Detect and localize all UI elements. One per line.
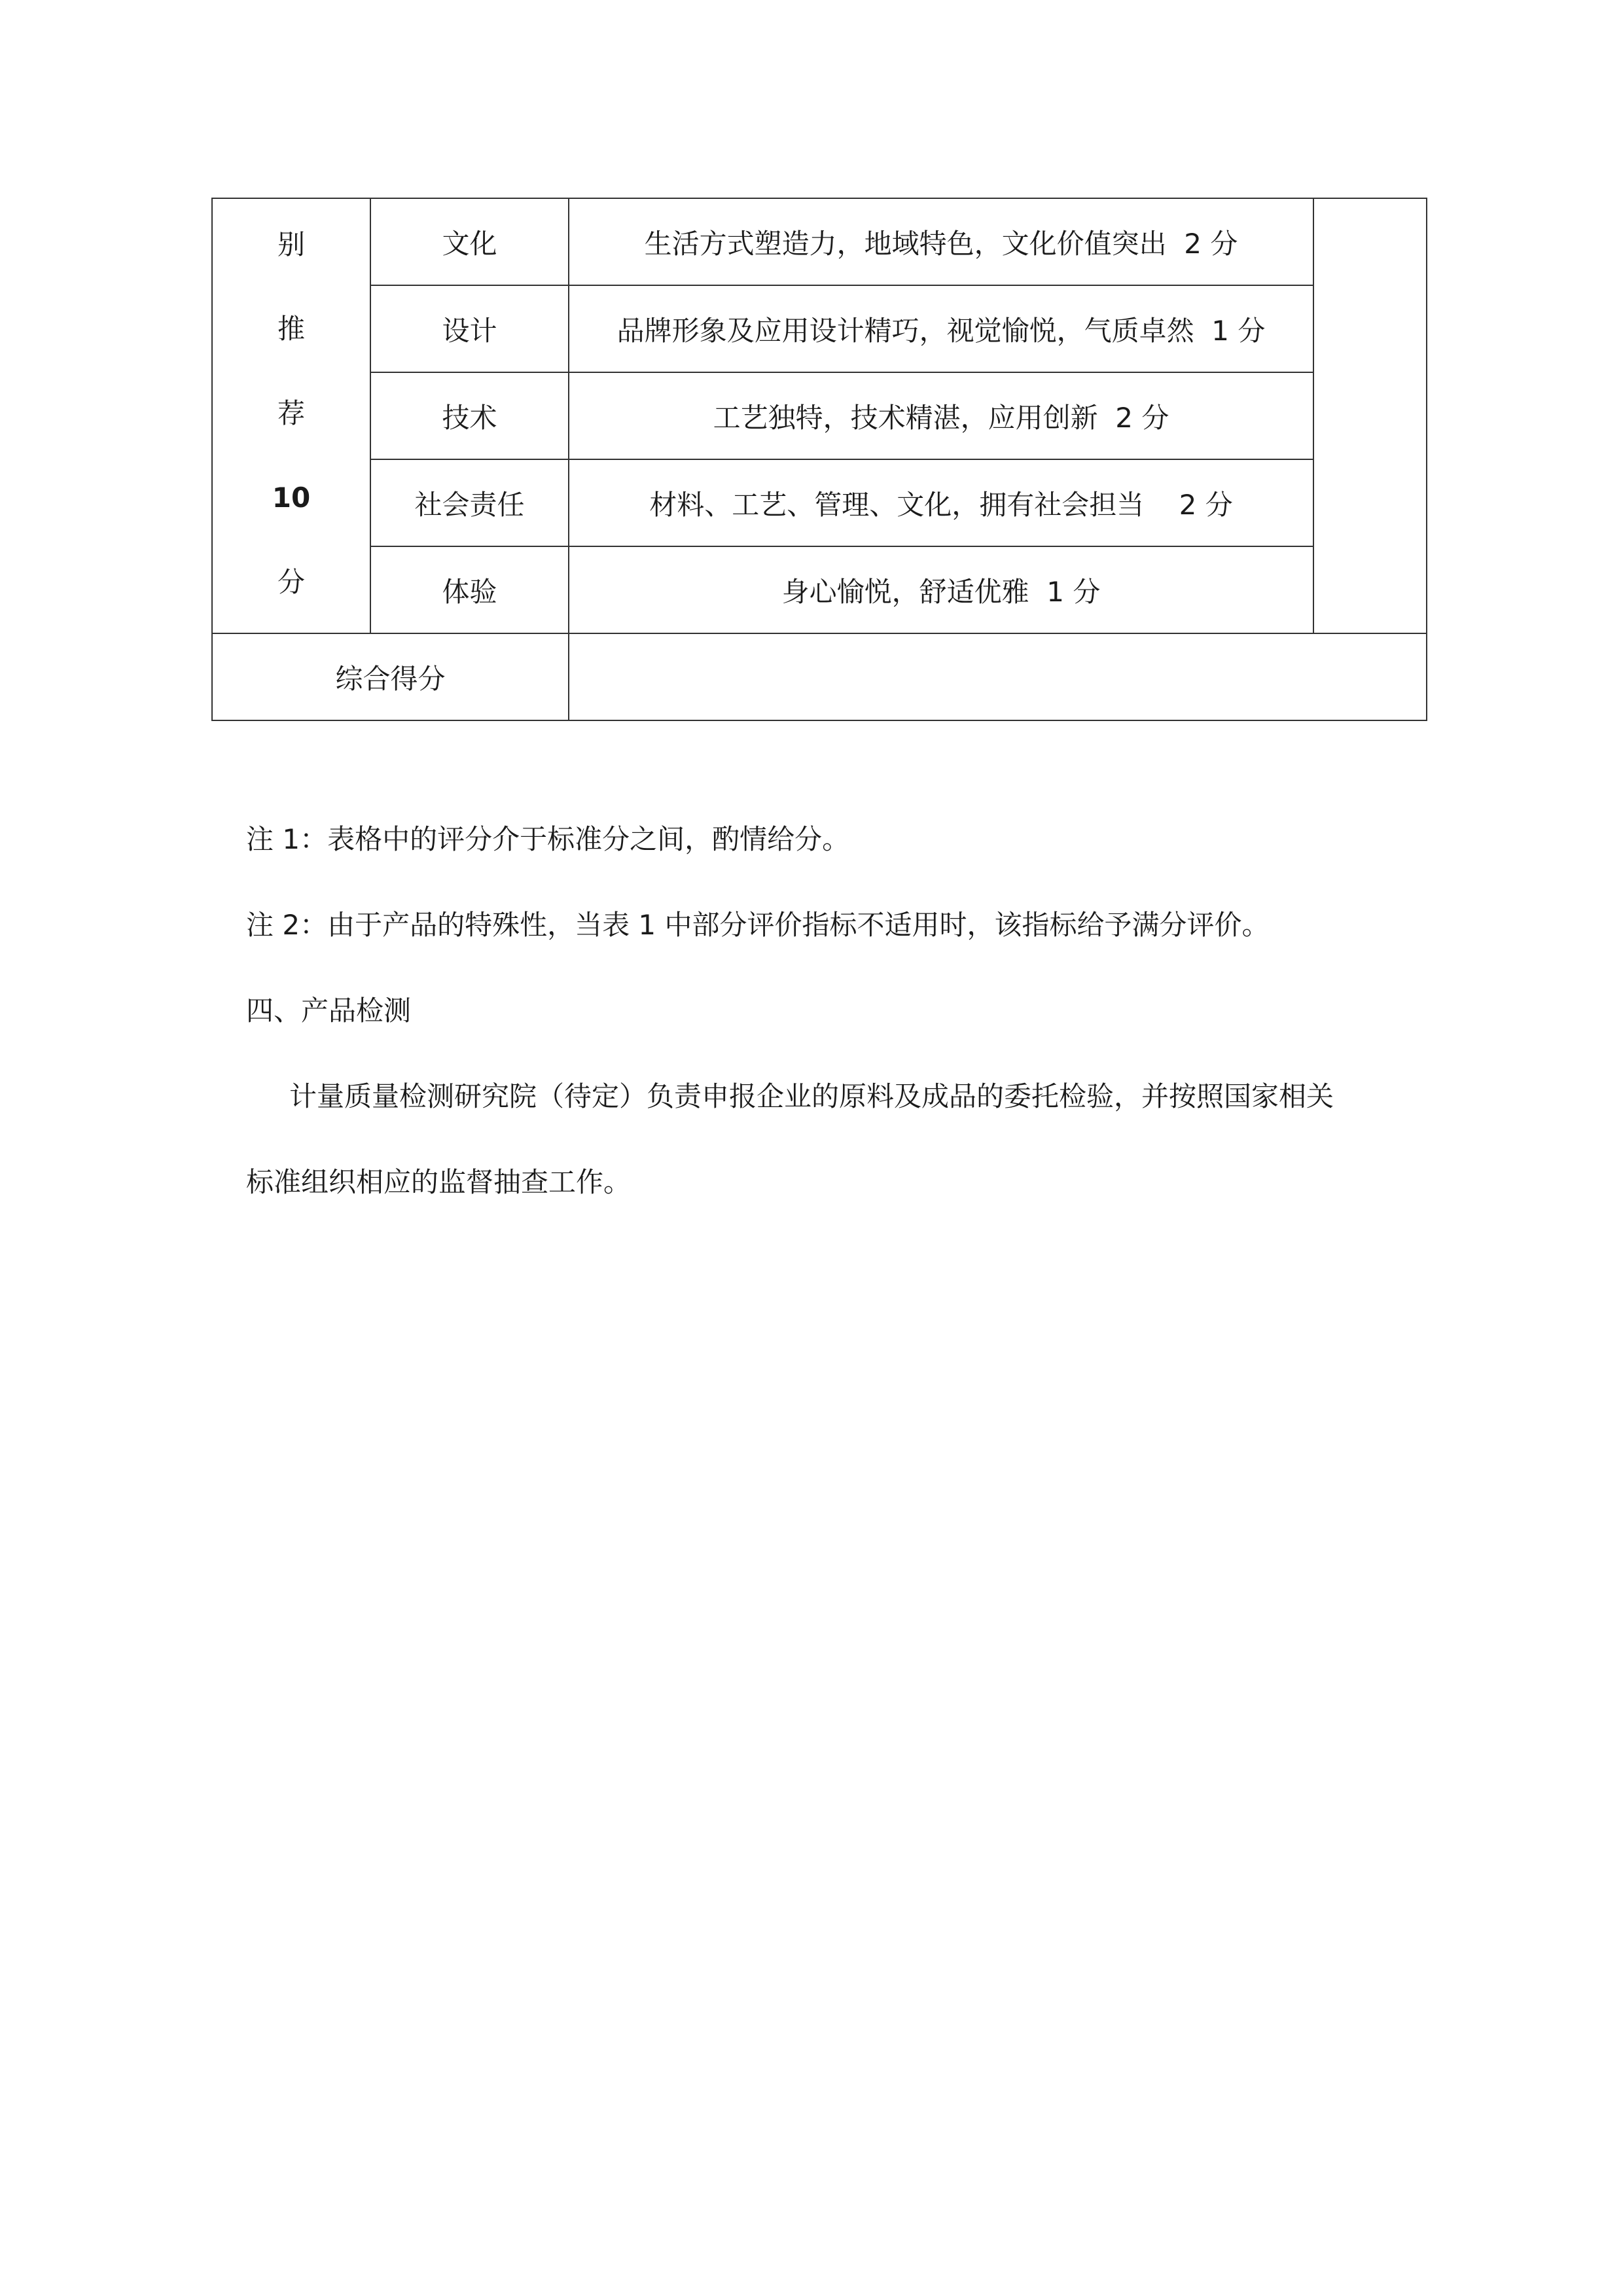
- score-cell: [1313, 198, 1427, 633]
- category-cell: [212, 198, 370, 633]
- table-row: [212, 459, 1427, 546]
- note-2: 注 2：由于产品的特殊性，当表 1 中部分评价指标不适用时，该指标给予满分评价。: [246, 909, 1270, 941]
- category-points: 10: [272, 481, 311, 514]
- item-cell: 社会责任: [370, 459, 569, 546]
- note-1: 注 1：表格中的评分介于标准分之间，酌情给分。: [246, 823, 850, 855]
- total-label: 综合得分: [212, 633, 569, 720]
- table-row: [212, 546, 1427, 633]
- item-cell: 设计: [370, 285, 569, 372]
- paragraph-line: 计量质量检测研究院（待定）负责申报企业的原料及成品的委托检验，并按照国家相关: [289, 1080, 1334, 1112]
- criteria-cell: 生活方式塑造力，地域特色，文化价值突出 2 分: [569, 198, 1313, 285]
- category-char: 推: [277, 312, 305, 345]
- criteria-cell: 材料、工艺、管理、文化，拥有社会担当 2 分: [569, 459, 1313, 546]
- total-row: [212, 633, 1427, 720]
- item-cell: 文化: [370, 198, 569, 285]
- paragraph-line: 标准组织相应的监督抽查工作。: [246, 1166, 632, 1198]
- total-value: [569, 633, 1427, 720]
- item-cell: 体验: [370, 546, 569, 633]
- table-row: [212, 285, 1427, 372]
- item-cell: 技术: [370, 372, 569, 459]
- section-heading: 四、产品检测: [246, 995, 412, 1027]
- criteria-cell: 品牌形象及应用设计精巧，视觉愉悦，气质卓然 1 分: [569, 285, 1313, 372]
- table-row: [212, 198, 1427, 285]
- category-char: 别: [277, 228, 305, 260]
- scoring-table: [211, 198, 1427, 721]
- table-row: [212, 372, 1427, 459]
- category-char: 分: [277, 565, 305, 598]
- category-char: 荐: [277, 397, 305, 429]
- criteria-cell: 身心愉悦，舒适优雅 1 分: [569, 546, 1313, 633]
- criteria-cell: 工艺独特，技术精湛，应用创新 2 分: [569, 372, 1313, 459]
